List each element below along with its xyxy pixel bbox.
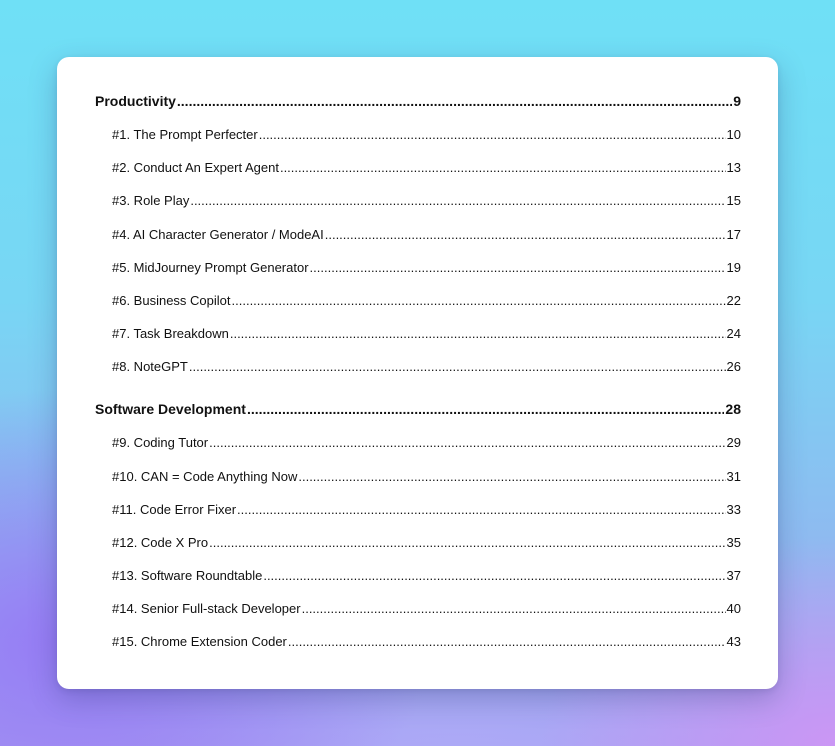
toc-entry[interactable] xyxy=(95,190,741,211)
toc-entry[interactable] xyxy=(95,124,741,145)
toc-entry-title: #8. NoteGPT xyxy=(112,359,188,375)
toc-entry-title: #6. Business Copilot xyxy=(112,292,231,308)
toc-entry[interactable] xyxy=(95,323,741,344)
toc-entry[interactable] xyxy=(95,565,741,586)
toc-page-number: 31 xyxy=(726,468,741,484)
toc-page-number: 24 xyxy=(726,326,741,342)
toc-entry-title: #13. Software Roundtable xyxy=(112,568,263,584)
toc-entry[interactable] xyxy=(95,532,741,553)
toc-dot-leader xyxy=(302,598,726,619)
toc-page-number: 26 xyxy=(726,359,741,375)
toc-dot-leader xyxy=(232,290,726,311)
toc-entry[interactable] xyxy=(95,257,741,278)
toc-entry[interactable] xyxy=(95,432,741,453)
toc-dot-leader xyxy=(310,257,726,278)
toc-entry[interactable] xyxy=(95,157,741,178)
toc-page-number: 37 xyxy=(726,568,741,584)
toc-entry[interactable] xyxy=(95,356,741,377)
toc-page-number: 19 xyxy=(726,259,741,275)
toc-entry[interactable] xyxy=(95,499,741,520)
toc-section-software-development[interactable] xyxy=(95,399,741,420)
toc-entry-title: #3. Role Play xyxy=(112,193,190,209)
toc-entry-title: #4. AI Character Generator / ModeAI xyxy=(112,226,324,242)
toc-entry[interactable] xyxy=(95,224,741,245)
toc-dot-leader xyxy=(288,631,726,652)
table-of-contents xyxy=(95,91,741,665)
toc-dot-leader xyxy=(263,565,725,586)
toc-dot-leader xyxy=(259,124,726,145)
toc-dot-leader xyxy=(280,157,726,178)
toc-page-number: 15 xyxy=(726,193,741,209)
toc-entry-title: #10. CAN = Code Anything Now xyxy=(112,468,298,484)
toc-page-number: 29 xyxy=(726,435,741,451)
toc-entry-title: #14. Senior Full-stack Developer xyxy=(112,601,301,617)
toc-page-number: 10 xyxy=(726,127,741,142)
toc-dot-leader xyxy=(298,466,725,487)
toc-page-number: 9 xyxy=(733,93,741,109)
toc-entry[interactable] xyxy=(95,598,741,619)
toc-page-number: 35 xyxy=(726,534,741,550)
toc-page-number: 22 xyxy=(726,292,741,308)
toc-page-number: 17 xyxy=(726,226,741,242)
toc-dot-leader xyxy=(189,356,726,377)
toc-dot-leader xyxy=(237,499,726,520)
toc-entry-title: #2. Conduct An Expert Agent xyxy=(112,160,279,176)
toc-entry-title: #1. The Prompt Perfecter xyxy=(112,127,258,142)
toc-entry[interactable] xyxy=(95,466,741,487)
toc-page-number: 28 xyxy=(725,401,741,418)
toc-section-title: Software Development xyxy=(95,401,246,418)
toc-dot-leader xyxy=(209,432,725,453)
toc-dot-leader xyxy=(247,399,724,420)
toc-page-number: 33 xyxy=(726,501,741,517)
toc-entry-title: #9. Coding Tutor xyxy=(112,435,209,451)
toc-section-title: Productivity xyxy=(95,93,176,109)
toc-page-number: 13 xyxy=(726,160,741,176)
toc-dot-leader xyxy=(177,91,732,112)
toc-dot-leader xyxy=(325,224,726,245)
toc-section-productivity[interactable] xyxy=(95,91,741,112)
toc-dot-leader xyxy=(230,323,726,344)
toc-entry-title: #12. Code X Pro xyxy=(112,534,209,550)
toc-entry[interactable] xyxy=(95,631,741,652)
toc-page-number: 43 xyxy=(726,634,741,650)
toc-entry[interactable] xyxy=(95,290,741,311)
document-card xyxy=(57,57,778,689)
toc-entry-title: #5. MidJourney Prompt Generator xyxy=(112,259,309,275)
toc-entry-title: #11. Code Error Fixer xyxy=(112,501,237,517)
toc-dot-leader xyxy=(190,190,725,211)
toc-page-number: 40 xyxy=(726,601,741,617)
toc-dot-leader xyxy=(209,532,725,553)
toc-entry-title: #15. Chrome Extension Coder xyxy=(112,634,287,650)
toc-entry-title: #7. Task Breakdown xyxy=(112,326,229,342)
